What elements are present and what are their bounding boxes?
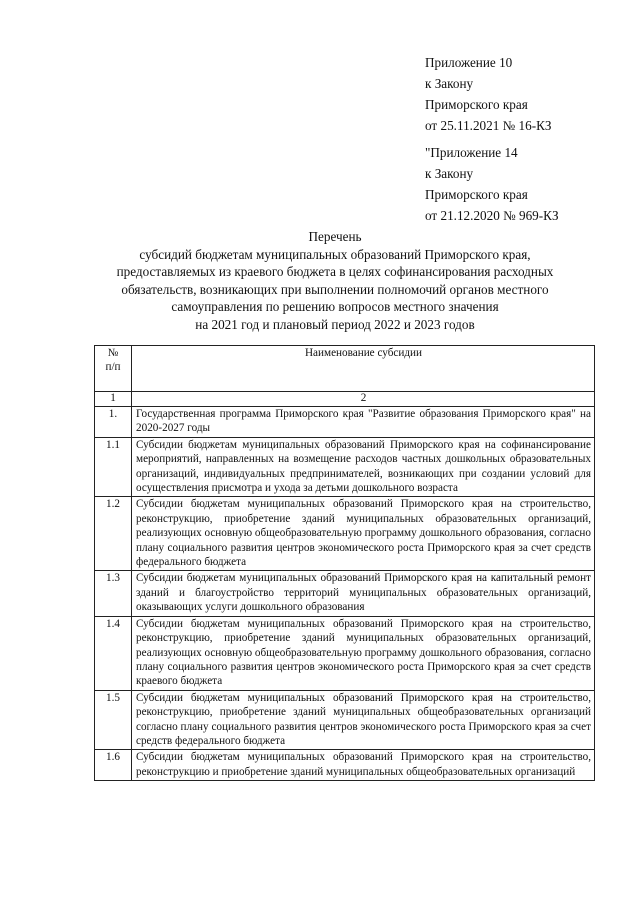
header-number-abbr: п/п	[105, 361, 121, 373]
table-header-row	[95, 346, 595, 392]
appendix-previous-block	[425, 142, 559, 226]
appendix-previous-line: от 21.12.2020 № 969-КЗ	[425, 208, 559, 223]
title-line: обязательств, возникающих при выполнении полномочий органов местного	[121, 281, 549, 297]
row-subsidy-name: Субсидии бюджетам муниципальных образований Приморского края на строительство, реконструкцию, приобретение зданий муниципальных образовательных организаций, реализующих основную общеобразовательную программу дошкольного образования, согласно плану социального развития центров экономического роста Приморского края за счет средств федерального бюджета	[132, 497, 595, 571]
column-index-2: 2	[132, 392, 595, 407]
table-row	[95, 616, 595, 690]
subsidy-table	[94, 345, 595, 781]
row-subsidy-name: Субсидии бюджетам муниципальных образований Приморского края на софинансирование мероприятий, направленных на возмещение расходов частных дошкольных образовательных организаций, индивидуальных предпринимателей, возникающих при создании условий для осуществления присмотра и ухода за детьми дошкольного возраста	[132, 437, 595, 497]
table-row	[95, 437, 595, 497]
appendix-previous-line: "Приложение 14	[425, 145, 518, 160]
appendix-previous-line: Приморского края	[425, 187, 528, 202]
row-number: 1.4	[95, 616, 132, 690]
appendix-current-block	[425, 52, 552, 136]
row-number: 1.2	[95, 497, 132, 571]
table-row	[95, 750, 595, 781]
row-subsidy-name: Субсидии бюджетам муниципальных образований Приморского края на строительство, реконструкцию и приобретение зданий муниципальных общеобразовательных организаций	[132, 750, 595, 781]
row-subsidy-name: Государственная программа Приморского края "Развитие образования Приморского края" на 2020-2027 годы	[132, 407, 595, 438]
title-line: на 2021 год и плановый период 2022 и 2023 годов	[195, 316, 475, 332]
row-number: 1.3	[95, 571, 132, 616]
table-row	[95, 407, 595, 438]
row-number: 1.1	[95, 437, 132, 497]
appendix-current-line: Приморского края	[425, 97, 528, 112]
table-row	[95, 571, 595, 616]
row-subsidy-name: Субсидии бюджетам муниципальных образований Приморского края на строительство, реконструкцию, приобретение зданий муниципальных общеобразовательных организаций согласно плану социального развития центров экономического роста Приморского края за счет средств федерального бюджета	[132, 690, 595, 750]
title-line: предоставляемых из краевого бюджета в целях софинансирования расходных	[116, 264, 554, 279]
appendix-current-line: Приложение 10	[425, 55, 513, 70]
appendix-current-line: к Закону	[425, 76, 474, 91]
header-number-symbol: №	[107, 347, 119, 359]
header-name-cell: Наименование субсидии	[132, 346, 595, 392]
column-index-1: 1	[95, 392, 132, 407]
title-line: субсидий бюджетам муниципальных образований Приморского края,	[139, 246, 531, 262]
table-row	[95, 497, 595, 571]
appendix-previous-line: к Закону	[425, 166, 474, 181]
row-number: 1.6	[95, 750, 132, 781]
title-line: самоуправления по решению вопросов местного значения	[171, 299, 499, 314]
row-number: 1.5	[95, 690, 132, 750]
title-line: Перечень	[308, 229, 362, 244]
column-index-row	[95, 392, 595, 407]
table-row	[95, 690, 595, 750]
row-subsidy-name: Субсидии бюджетам муниципальных образований Приморского края на капитальный ремонт зданий и благоустройство территорий муниципальных образовательных организаций, оказывающих услуги дошкольного образования	[132, 571, 595, 616]
row-number: 1.	[95, 407, 132, 438]
header-number-cell	[95, 346, 132, 392]
document-title	[60, 228, 610, 333]
appendix-current-line: от 25.11.2021 № 16-КЗ	[425, 118, 552, 133]
row-subsidy-name: Субсидии бюджетам муниципальных образований Приморского края на строительство, реконструкцию, приобретение зданий муниципальных образовательных организаций, реализующих основную общеобразовательную программу дошкольного образования, согласно плану социального развития центров экономического роста Приморского края за счет средств краевого бюджета	[132, 616, 595, 690]
